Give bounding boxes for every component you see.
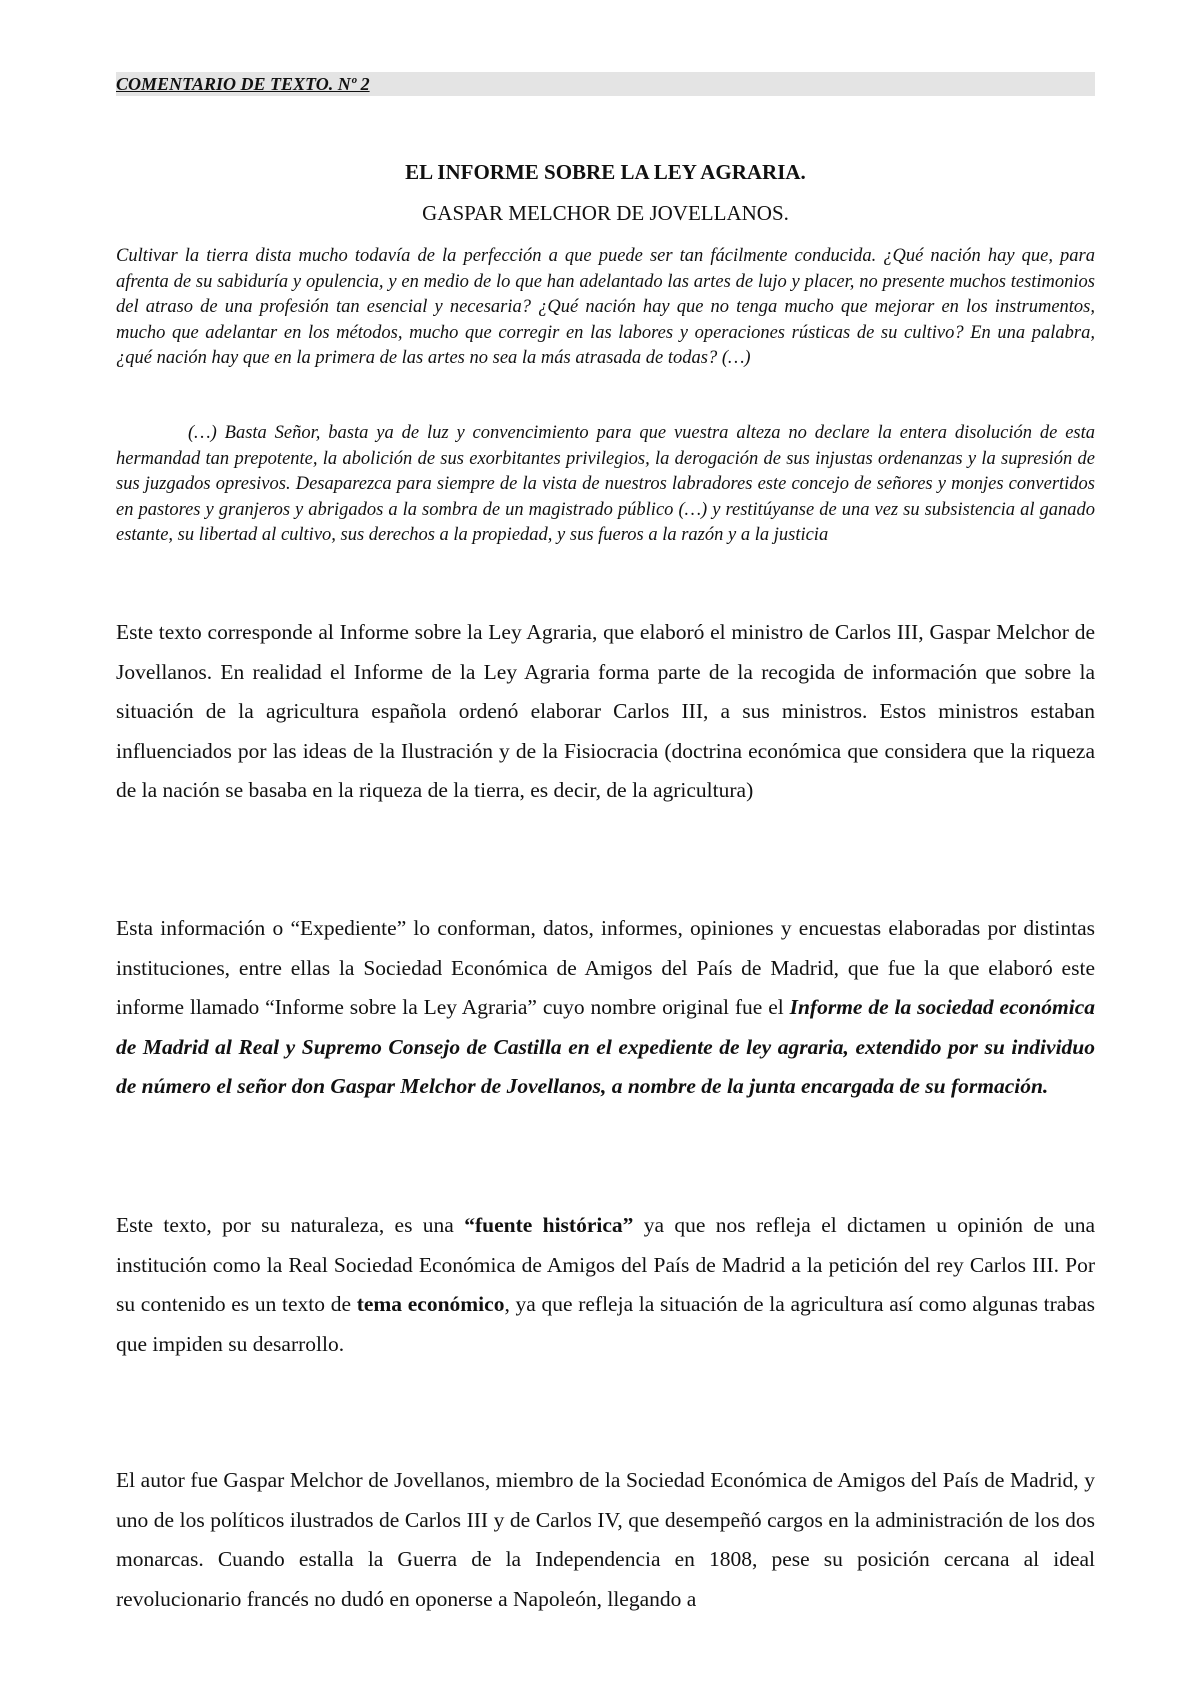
source-quote-paragraph-1: Cultivar la tierra dista mucho todavía de la perfección a que puede ser tan fácilmente conducida. ¿Qué nación hay que, para afrenta de su sabiduría y opulencia, y en medio de lo que han adelantado las artes de lujo y placer, no presente muchos testimonios del atraso de una profesión tan esencial y necesaria? ¿Qué nación hay que no tenga mucho que mejorar en los instrumentos, mucho que adelantar en los métodos, mucho que corregir en las labores y operaciones rústicas de su cultivo? En una palabra, ¿qué nación hay que en la primera de las artes no sea la más atrasada de todas? (…) — [116, 246, 1095, 368]
commentary-paragraph-1: Este texto corresponde al Informe sobre la Ley Agraria, que elaboró el ministro de Carlos III, Gaspar Melchor de Jovellanos. En realidad el Informe de la Ley Agraria forma parte de la recogida de información que sobre la situación de la agricultura española ordenó elaborar Carlos III, a sus ministros. Estos ministros estaban influenciados por las ideas de la Ilustración y de la Fisiocracia (doctrina económica que considera que la riqueza de la nación se basaba en la riqueza de la tierra, es decir, de la agricultura) — [116, 620, 1095, 802]
commentary-paragraph-3 — [116, 1206, 1095, 1364]
emphasized-term: tema económico — [356, 1292, 505, 1316]
source-quote-paragraph-2: (…) Basta Señor, basta ya de luz y convencimiento para que vuestra alteza no declare la entera disolución de esta hermandad tan prepotente, la abolición de sus exorbitantes privilegios, la derogación de sus injustas ordenanzas y la supresión de sus juzgados opresivos. Desaparezca para siempre de la vista de nuestros labradores este concejo de señores y monjes convertidos en pastores y granjeros y abrigados a la sombra de un magistrado público (…) y restitúyanse de una vez su subsistencia al ganado estante, su libertad al cultivo, sus derechos a la propiedad, y sus fueros a la razón y a la justicia — [116, 423, 1095, 545]
commentary-text: Este texto, por su naturaleza, es una — [116, 1213, 465, 1237]
commentary-paragraph-2 — [116, 909, 1095, 1107]
document-title: EL INFORME SOBRE LA LEY AGRARIA. — [405, 160, 806, 184]
commentary-text: , ya que refleja la situación de la agricultura así como algunas trabas que impiden su desarrollo. — [116, 1292, 1095, 1356]
commentary-text: ya que nos refleja el dictamen u opinión de una institución como la Real Sociedad Económica de Amigos del País de Madrid a la petición del rey Carlos III. Por su contenido es un texto de — [116, 1213, 1095, 1316]
document-author: GASPAR MELCHOR DE JOVELLANOS. — [422, 201, 789, 225]
emphasized-term: “fuente histórica” — [464, 1213, 634, 1237]
original-report-title: Informe de la sociedad económica de Madrid al Real y Supremo Consejo de Castilla en el expediente de ley agraria, extendido por su individuo de número el señor don Gaspar Melchor de Jovellanos, a nombre de la junta encargada de su formación. — [116, 995, 1096, 1098]
commentary-text: Esta información o “Expediente” lo conforman, datos, informes, opiniones y encuestas elaboradas por distintas instituciones, entre ellas la Sociedad Económica de Amigos del País de Madrid, que fue la que elaboró este informe llamado “Informe sobre la Ley Agraria” cuyo nombre original fue el — [116, 916, 1095, 1019]
commentary-paragraph-4: El autor fue Gaspar Melchor de Jovellanos, miembro de la Sociedad Económica de Amigos del País de Madrid, y uno de los políticos ilustrados de Carlos III y de Carlos IV, que desempeñó cargos en la administración de los dos monarcas. Cuando estalla la Guerra de la Independencia en 1808, pese su posición cercana al ideal revolucionario francés no dudó en oponerse a Napoleón, llegando a — [116, 1468, 1095, 1611]
document-header-label: COMENTARIO DE TEXTO. Nº 2 — [116, 74, 370, 94]
